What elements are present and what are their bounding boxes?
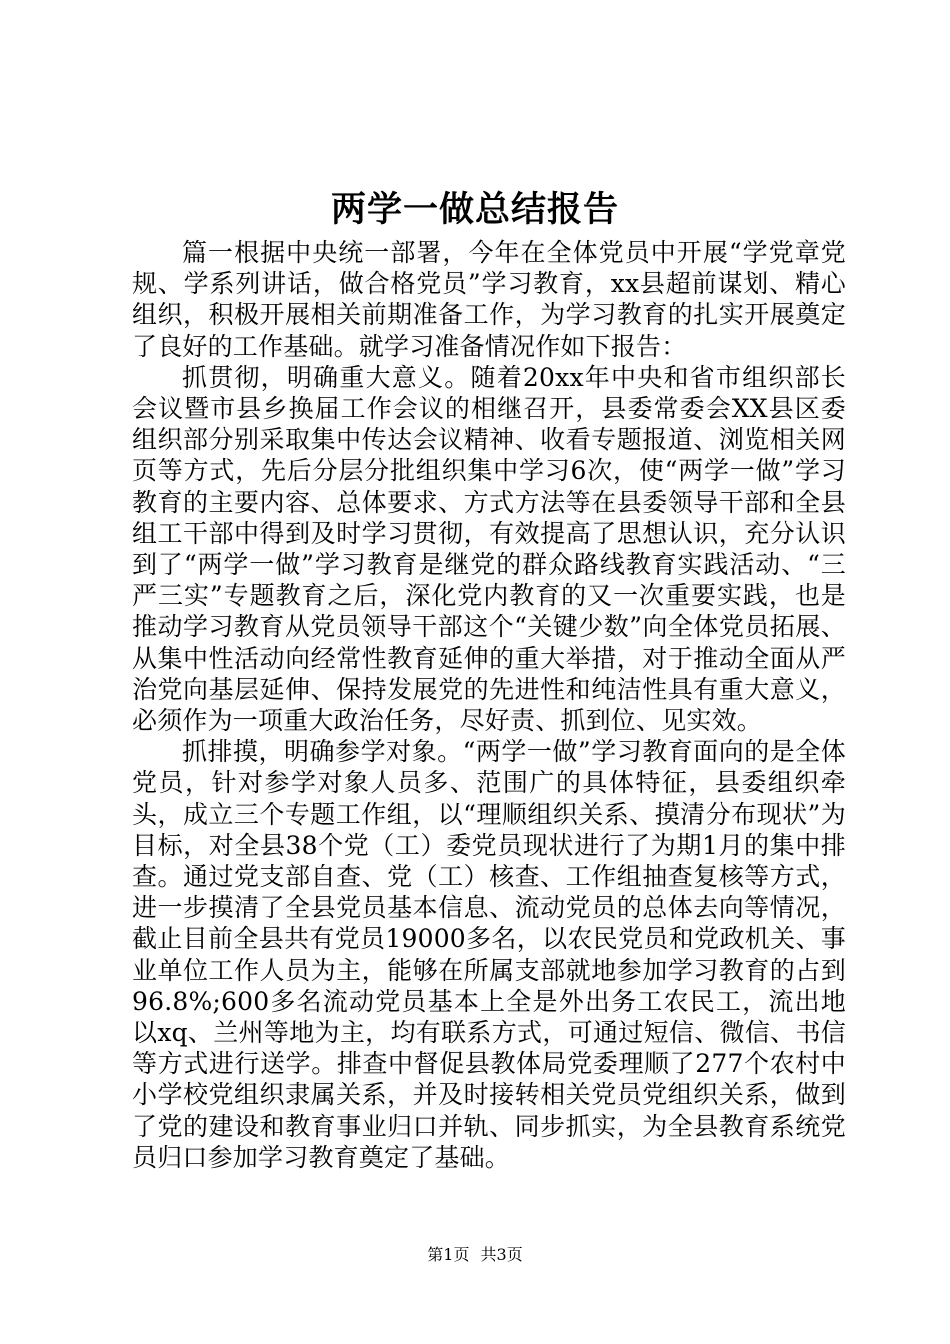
page-footer xyxy=(0,1243,950,1267)
paragraph-1: 篇一根据中央统一部署，今年在全体党员中开展“学党章党规、学系列讲话，做合格党员”学习教育，xx县超前谋划、精心组织，积极开展相关前期准备工作，为学习教育的扎实开展奠定了良好的工作基础。就学习准备情况作如下报告： xyxy=(132,238,847,361)
paragraph-2: 抓贯彻，明确重大意义。随着20xx年中央和省市组织部长会议暨市县乡换届工作会议的相继召开，县委常委会XX县区委组织部分别采取集中传达会议精神、收看专题报道、浏览相关网页等方式，先后分层分批组织集中学习6次，使“两学一做”学习教育的主要内容、总体要求、方式方法等在县委领导干部和全县组工干部中得到及时学习贯彻，有效提高了思想认识，充分认识到了“两学一做”学习教育是继党的群众路线教育实践活动、“三严三实”专题教育之后，深化党内教育的又一次重要实践，也是推动学习教育从党员领导干部这个“关键少数”向全体党员拓展、从集中性活动向经常性教育延伸的重大举措，对于推动全面从严治党向基层延伸、保持发展党的先进性和纯洁性具有重大意义，必须作为一项重大政治任务，尽好责、抓到位、见实效。 xyxy=(132,362,846,736)
paragraph-3: 抓排摸，明确参学对象。“两学一做”学习教育面向的是全体党员，针对参学对象人员多、范围广的具体特征，县委组织牵头，成立三个专题工作组，以“理顺组织关系、摸清分布现状”为目标，对全县38个党（工）委党员现状进行了为期1月的集中排查。通过党支部自查、党（工）核查、工作组抽查复核等方式，进一步摸清了全县党员基本信息、流动党员的总体去向等情况，截止目前全县共有党员19000多名，以农民党员和党政机关、事业单位工作人员为主，能够在所属支部就地参加学习教育的占到96.8%;600多名流动党员基本上全是外出务工农民工，流出地以xq、兰州等地为主，均有联系方式，可通过短信、微信、书信等方式进行送学。排查中督促县教体局党委理顺了277个农村中小学校党组织隶属关系，并及时接转相关党员党组织关系，做到了党的建设和教育事业归口并轨、同步抓实，为全县教育系统党员归口参加学习教育奠定了基础。 xyxy=(132,737,846,1172)
document-title: 两学一做总结报告 xyxy=(330,189,619,230)
page-number-current: 第1页 xyxy=(427,1245,470,1264)
page-number-total: 共3页 xyxy=(480,1245,523,1264)
document-body xyxy=(132,237,846,1173)
